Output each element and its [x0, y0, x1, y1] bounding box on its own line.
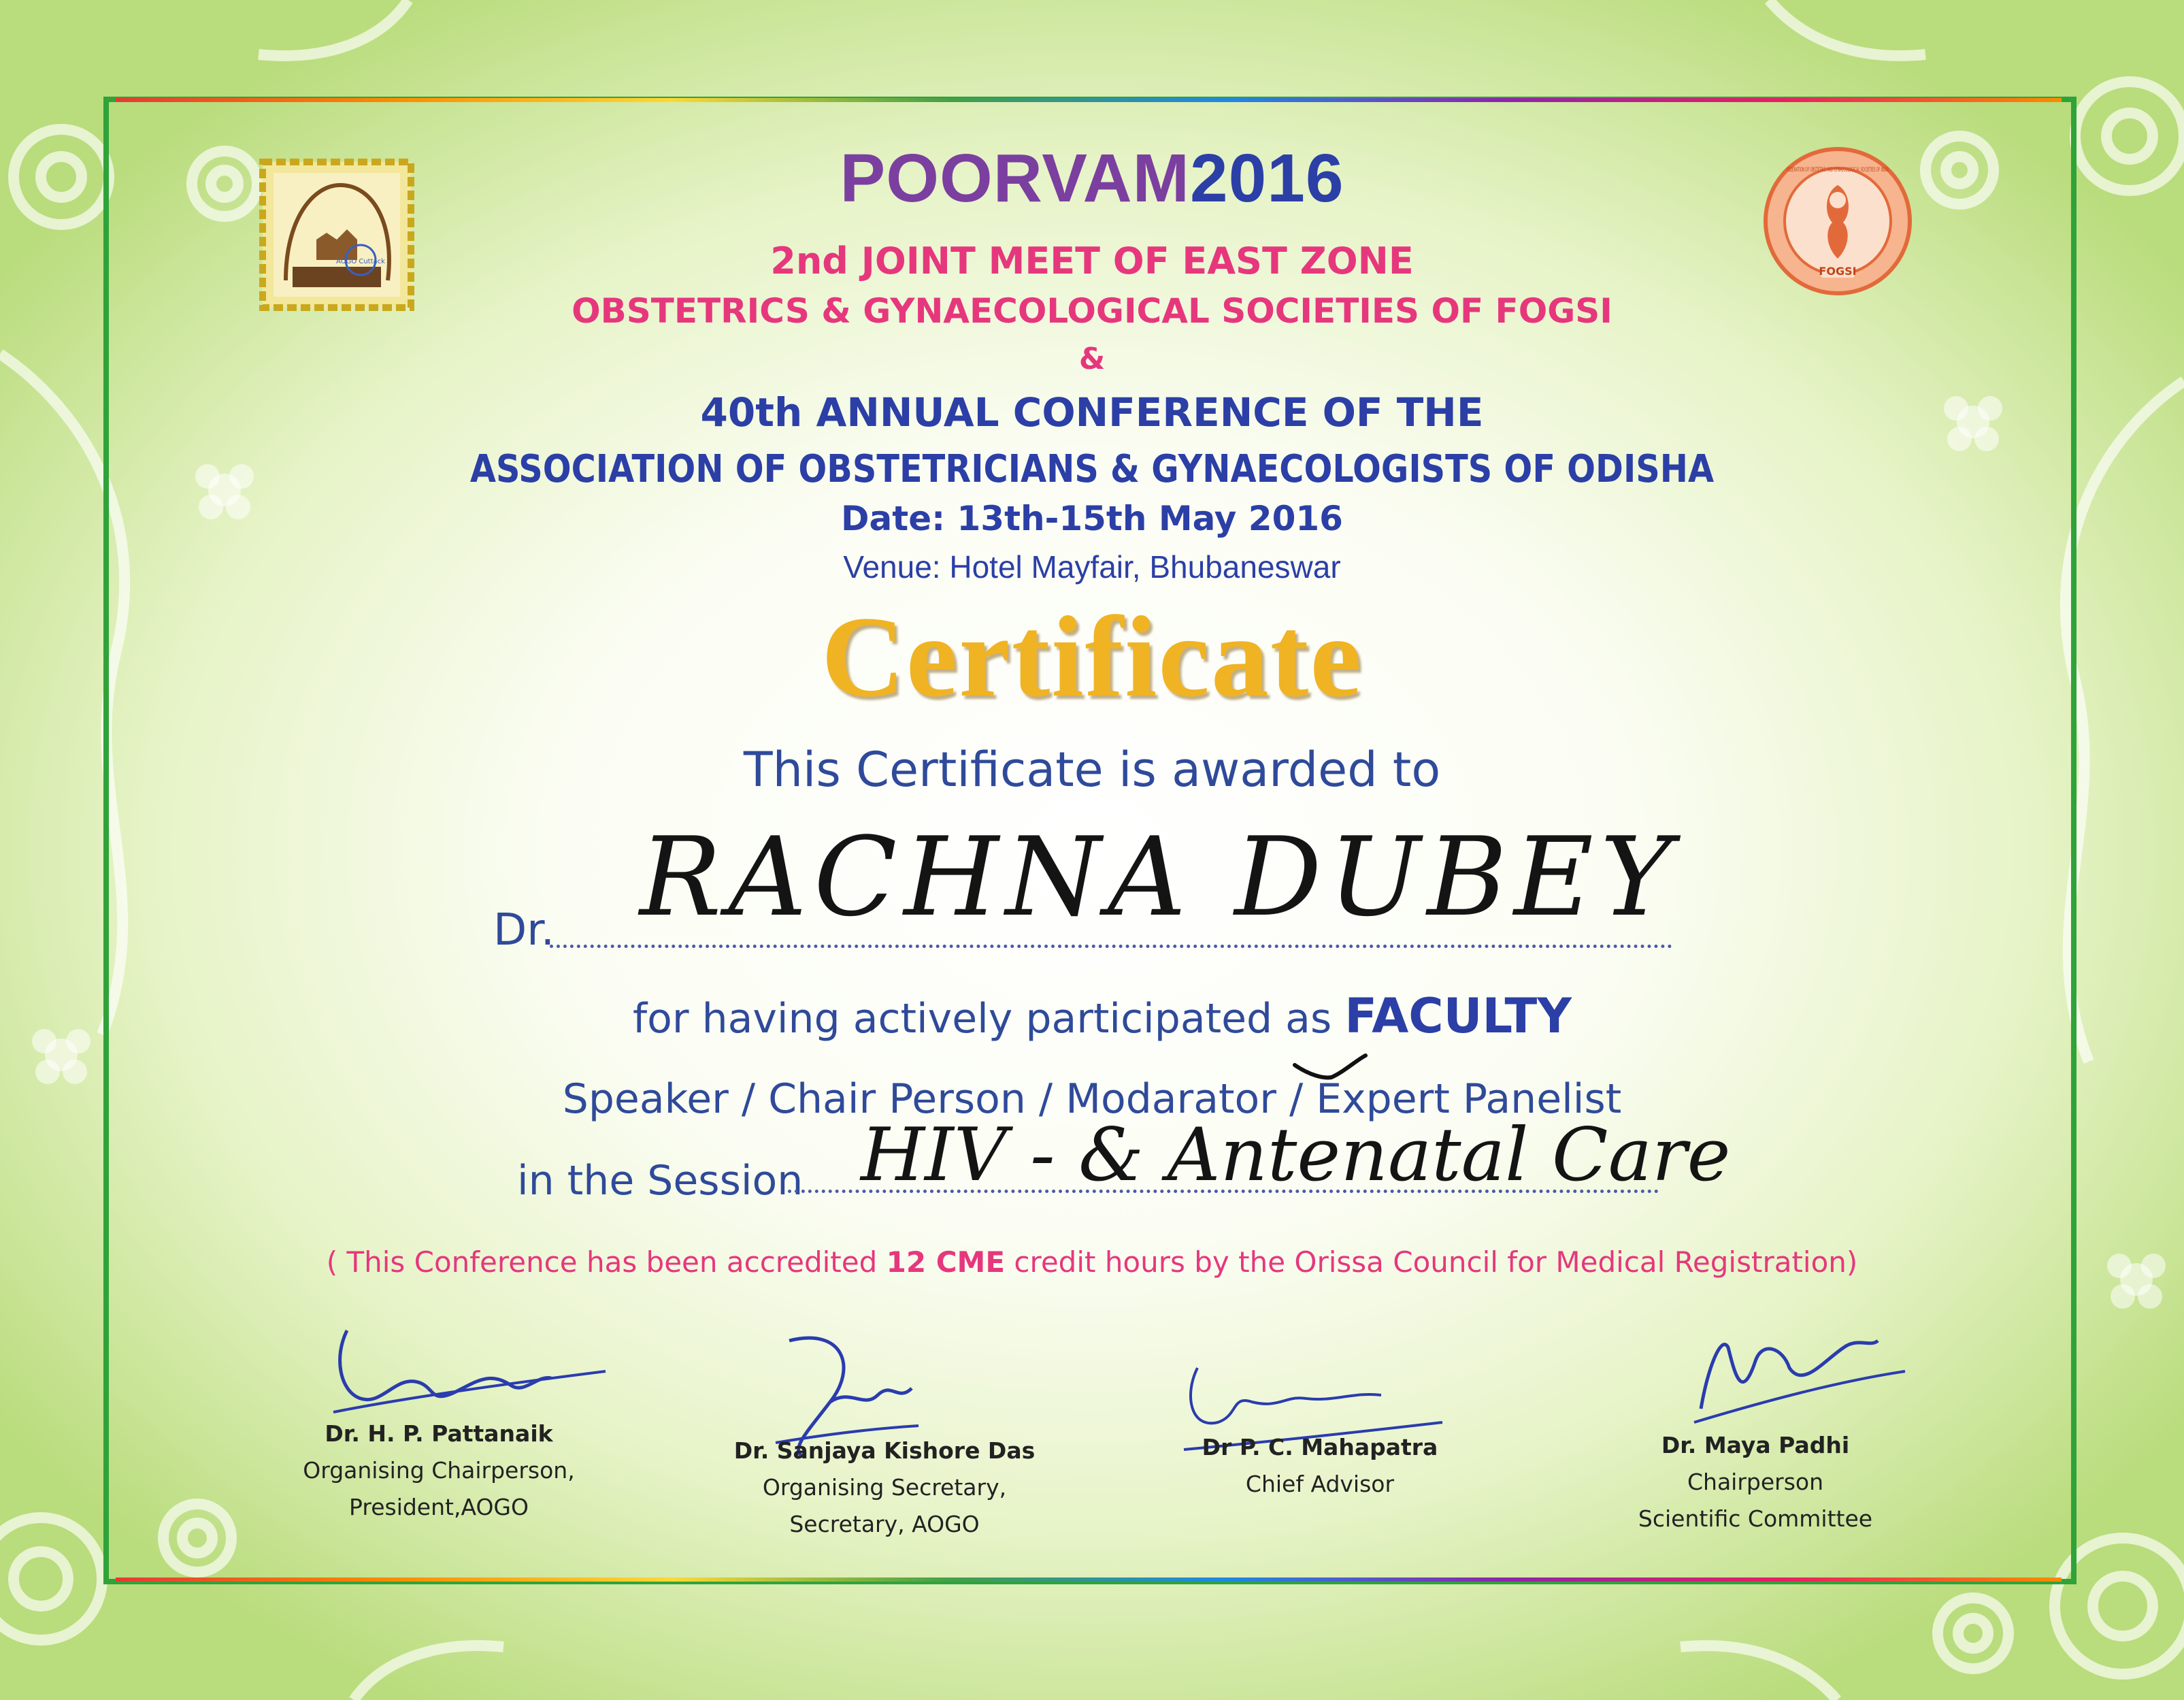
signatory-1-name: Dr. H. P. Pattanaik	[325, 1420, 553, 1447]
session-value: HIV - & Antenatal Care	[861, 1113, 1731, 1198]
bottom-rainbow-line	[116, 1578, 2062, 1582]
participation-prefix: for having actively participated as	[633, 995, 1332, 1043]
signatory-2-name: Dr. Sanjaya Kishore Das	[733, 1437, 1036, 1464]
event-venue: Venue: Hotel Mayfair, Bhubaneswar	[843, 549, 1341, 585]
signatory-2-title-1: Organising Secretary,	[762, 1474, 1007, 1501]
accreditation-prefix: ( This Conference has been accredited	[326, 1245, 878, 1279]
participation-line	[633, 988, 1572, 1044]
awarded-to-line: This Certificate is awarded to	[743, 742, 1441, 798]
accreditation-suffix: credit hours by the Orissa Council for Medical Registration)	[1014, 1245, 1858, 1279]
association-line: ASSOCIATION OF OBSTETRICIANS & GYNAECOLOGISTS OF ODISHA	[469, 447, 1715, 491]
signatory-3	[1170, 1429, 1470, 1503]
signatory-3-title-1: Chief Advisor	[1245, 1471, 1395, 1497]
signatory-1	[286, 1416, 592, 1526]
fogsi-seal-abbr: FOGSI	[1819, 265, 1857, 278]
accreditation-hours: 12 CME	[886, 1245, 1006, 1279]
ampersand-line: &	[1078, 342, 1106, 376]
signatory-3-name: Dr P. C. Mahapatra	[1202, 1434, 1438, 1460]
fogsi-seal-ring-text: FEDERATION OF OBSTETRIC AND GYNAECOLOGICAL SOCIETIES OF INDIA	[1787, 167, 1889, 174]
signatory-4-title-1: Chairperson	[1687, 1469, 1824, 1495]
certificate-heading: Certificate	[821, 593, 1363, 721]
dr-prefix: Dr.	[493, 905, 555, 955]
societies-line: OBSTETRICS & GYNAECOLOGICAL SOCIETIES OF FOGSI	[572, 291, 1612, 331]
recipient-dotted-line	[550, 945, 1672, 948]
signatory-1-title-2: President,AOGO	[349, 1494, 529, 1520]
signatory-2	[721, 1433, 1048, 1543]
signatory-4	[1606, 1427, 1905, 1537]
session-prefix: in the Session	[517, 1157, 804, 1205]
signatory-4-title-2: Scientific Committee	[1638, 1505, 1873, 1532]
top-rainbow-line	[116, 98, 2062, 102]
annual-conference-line: 40th ANNUAL CONFERENCE OF THE	[700, 389, 1484, 436]
recipient-name: RACHNA DUBEY	[640, 813, 1679, 941]
signatory-2-title-2: Secretary, AOGO	[789, 1511, 980, 1537]
signatory-1-title-1: Organising Chairperson,	[303, 1457, 575, 1484]
participation-role: FACULTY	[1344, 988, 1572, 1044]
aogo-logo-text: AOGO Cuttack	[336, 258, 385, 265]
event-date: Date: 13th-15th May 2016	[841, 499, 1343, 538]
signatory-4-name: Dr. Maya Padhi	[1661, 1432, 1850, 1458]
accreditation-line	[0, 1245, 2184, 1279]
signature-padhi	[1687, 1320, 1912, 1429]
roles-line: Speaker / Chair Person / Modarator / Expert Panelist	[562, 1075, 1622, 1123]
event-title-year: 2016	[1190, 140, 1344, 216]
joint-meet-line: 2nd JOINT MEET OF EAST ZONE	[770, 240, 1414, 282]
event-title-name: POORVAM	[840, 140, 1190, 216]
event-title	[0, 140, 2184, 218]
